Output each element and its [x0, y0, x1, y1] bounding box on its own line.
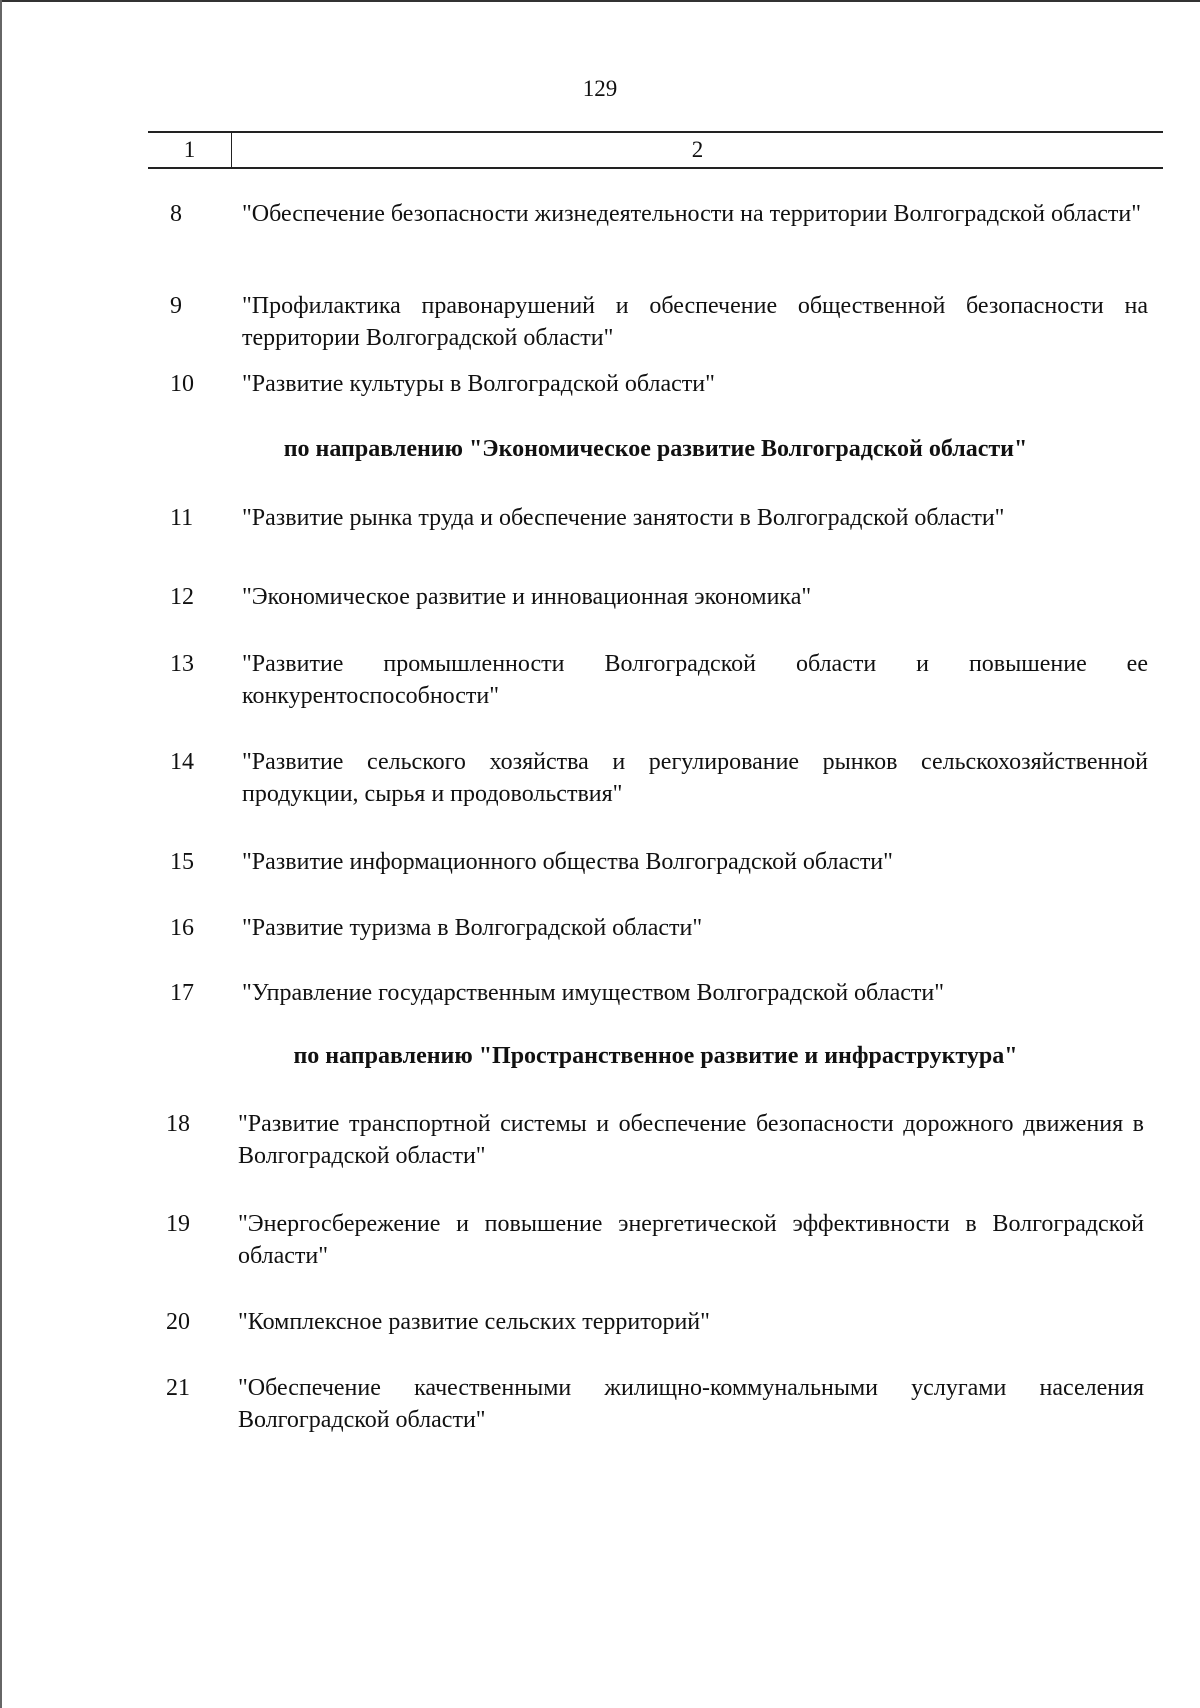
- list-item: [170, 290, 1148, 354]
- scan-edge-left: [0, 0, 2, 1708]
- table-header: [148, 131, 1163, 169]
- section-heading: по направлению "Экономическое развитие Волгоградской области": [283, 436, 1028, 462]
- page-number: 129: [582, 76, 618, 101]
- list-item: [166, 1306, 1144, 1338]
- item-number: 13: [170, 651, 194, 677]
- scan-edge-top: [0, 0, 1200, 2]
- item-number: 10: [170, 371, 194, 397]
- list-item: [170, 581, 1148, 613]
- item-number: 12: [170, 584, 194, 610]
- item-number: 18: [166, 1111, 190, 1137]
- item-text: "Профилактика правонарушений и обеспечение общественной безопасности на территории Волгоградской области": [242, 293, 1148, 351]
- item-number: 20: [166, 1309, 190, 1335]
- item-number: 9: [170, 293, 182, 319]
- item-text: "Развитие транспортной системы и обеспечение безопасности дорожного движения в Волгоградской области": [238, 1111, 1144, 1169]
- item-text: "Развитие сельского хозяйства и регулирование рынков сельскохозяйственной продукции, сырья и продовольствия": [242, 749, 1148, 807]
- list-item: [166, 1108, 1144, 1172]
- item-text: "Развитие рынка труда и обеспечение занятости в Волгоградской области": [242, 505, 1005, 531]
- item-text: "Комплексное развитие сельских территорий": [238, 1309, 710, 1335]
- list-item: [170, 368, 1148, 400]
- list-item: [170, 977, 1148, 1009]
- list-item: [170, 846, 1148, 878]
- item-number: 15: [170, 849, 194, 875]
- item-text: "Экономическое развитие и инновационная экономика": [242, 584, 812, 610]
- item-text: "Обеспечение безопасности жизнедеятельности на территории Волгоградской области": [242, 201, 1142, 227]
- column-2-header: 2: [691, 137, 704, 162]
- list-item: [170, 502, 1148, 534]
- item-number: 8: [170, 201, 182, 227]
- list-item: [166, 1208, 1144, 1272]
- item-text: "Обеспечение качественными жилищно-коммунальными услугами населения Волгоградской области": [238, 1375, 1144, 1433]
- list-item: [170, 648, 1148, 712]
- item-text: "Энергосбережение и повышение энергетической эффективности в Волгоградской области": [238, 1211, 1144, 1269]
- item-number: 14: [170, 749, 194, 775]
- item-text: "Управление государственным имуществом Волгоградской области": [242, 980, 945, 1006]
- item-text: "Развитие туризма в Волгоградской области": [242, 915, 703, 941]
- item-text: "Развитие промышленности Волгоградской области и повышение ее конкурентоспособности": [242, 651, 1148, 709]
- item-text: "Развитие культуры в Волгоградской области": [242, 371, 715, 397]
- column-1-header: 1: [148, 133, 232, 167]
- item-number: 16: [170, 915, 194, 941]
- item-number: 19: [166, 1211, 190, 1237]
- item-number: 17: [170, 980, 194, 1006]
- item-number: 21: [166, 1375, 190, 1401]
- item-text: "Развитие информационного общества Волгоградской области": [242, 849, 893, 875]
- section-heading: по направлению "Пространственное развитие и инфраструктура": [293, 1043, 1018, 1069]
- list-item: [170, 912, 1148, 944]
- item-number: 11: [170, 505, 194, 531]
- list-item: [166, 1372, 1144, 1436]
- list-item: [170, 746, 1148, 810]
- list-item: [170, 198, 1148, 230]
